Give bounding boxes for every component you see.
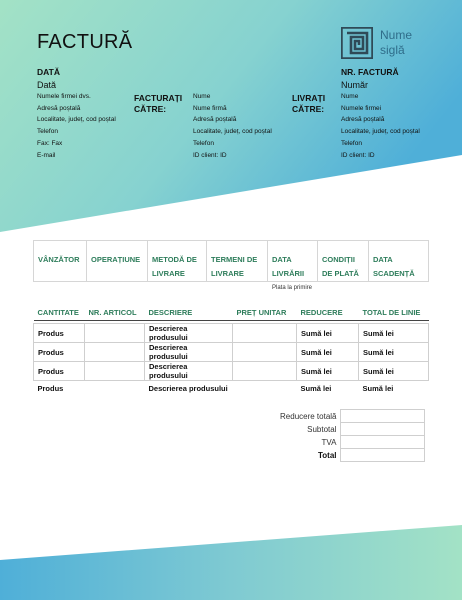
logo-text [380, 28, 440, 58]
desc-cell: Descrierea produsului [148, 383, 228, 393]
item-cell [85, 381, 145, 396]
terms-header-cell: TERMENI DE LIVRARE [207, 241, 268, 282]
bill-to-label [134, 93, 182, 115]
unit-price-cell [233, 343, 297, 362]
seller-line: Fax: Fax [37, 139, 63, 147]
items-header-cell: NR. ARTICOL [85, 305, 145, 321]
bill-to-info [193, 91, 272, 161]
ship-to-line: Adresă poștală [341, 116, 385, 124]
totals-table [200, 409, 425, 462]
terms-header-cell: METODĂ DE LIVRARE [148, 241, 207, 282]
items-header-cell: DESCRIERE [145, 305, 233, 321]
vat-value [340, 436, 424, 449]
seller-line: Adresă poștală [37, 104, 81, 112]
item-cell [85, 343, 145, 362]
bill-to-line: Localitate, județ, cod poștal [193, 128, 272, 136]
line-total-cell: Sumă lei [362, 383, 394, 393]
bill-to-label-line: FACTURAȚI [134, 93, 183, 103]
terms-header-cell: OPERAȚIUNE [87, 241, 148, 282]
date-label: DATĂ [37, 67, 60, 77]
item-cell [85, 362, 145, 381]
seller-line: Localitate, județ, cod poștal [37, 116, 116, 124]
bill-to-label-line: CĂTRE: [134, 104, 167, 114]
terms-header-row [34, 241, 429, 282]
qty-cell: Produs [34, 343, 85, 362]
bill-to-line: Nume firmă [193, 104, 227, 112]
line-total-cell: Sumă lei [359, 343, 429, 362]
ship-to-line: Nume [341, 93, 359, 100]
table-row [34, 324, 429, 343]
seller-line: Telefon [37, 128, 58, 136]
total-value [340, 449, 424, 462]
logo-icon [341, 27, 373, 59]
bill-to-line: Nume [193, 93, 211, 100]
total-discount-value [340, 410, 424, 423]
items-header-cell: PREȚ UNITAR [233, 305, 297, 321]
invoice-number-label: NR. FACTURĂ [341, 67, 399, 77]
invoice-title: FACTURĂ [37, 31, 133, 53]
totals-row [200, 449, 424, 462]
ship-to-label [292, 93, 325, 115]
ship-to-line: ID client: ID [341, 151, 375, 159]
qty-cell: Produs [37, 383, 64, 393]
bill-to-line: Telefon [193, 139, 214, 147]
ship-to-label-line: LIVRAȚI [292, 93, 326, 103]
total-discount-label: Reducere totală [280, 411, 337, 421]
logo-line-2: siglă [380, 43, 405, 57]
items-header-cell: TOTAL DE LINIE [359, 305, 429, 321]
qty-cell: Produs [34, 362, 85, 381]
unit-price-cell [233, 362, 297, 381]
bill-to-line: Adresă poștală [193, 116, 237, 124]
unit-price-cell [233, 324, 297, 343]
item-cell [85, 324, 145, 343]
desc-cell: Descrierea produsului [145, 324, 233, 343]
terms-header-cell: VÂNZĂTOR [34, 241, 87, 282]
line-total-cell: Sumă lei [359, 324, 429, 343]
discount-cell: Sumă lei [297, 343, 359, 362]
ship-to-line: Localitate, județ, cod poștal [341, 128, 420, 136]
terms-header-cell: DATA LIVRĂRII [268, 241, 318, 282]
unit-price-cell [233, 381, 297, 396]
subtotal-label: Subtotal [307, 424, 337, 434]
logo-line-1: Nume [380, 28, 413, 42]
bill-to-line: ID client: ID [193, 151, 227, 159]
payment-note: Plata la primire [272, 285, 313, 291]
seller-info [37, 91, 116, 161]
table-row [34, 381, 429, 396]
items-header-cell: CANTITATE [34, 305, 85, 321]
desc-cell: Descrierea produsului [145, 362, 233, 381]
ship-to-line: Telefon [341, 139, 362, 147]
subtotal-value [340, 423, 424, 436]
items-table [33, 305, 429, 396]
discount-cell: Sumă lei [297, 362, 359, 381]
items-header-cell: REDUCERE [297, 305, 359, 321]
table-row [34, 362, 429, 381]
seller-line: E-mail [37, 151, 56, 159]
totals-row [200, 436, 424, 449]
discount-cell: Sumă lei [300, 383, 332, 393]
invoice-number-value: Număr [341, 80, 369, 90]
discount-cell: Sumă lei [297, 324, 359, 343]
desc-cell: Descrierea produsului [145, 343, 233, 362]
totals-row [200, 410, 424, 423]
ship-to-info [341, 91, 420, 161]
date-value: Dată [37, 80, 57, 90]
items-header-row [34, 305, 429, 321]
table-row [34, 343, 429, 362]
totals-row [200, 423, 424, 436]
line-total-cell: Sumă lei [359, 362, 429, 381]
ship-to-label-line: CĂTRE: [292, 104, 325, 114]
terms-header-cell: DATA SCADENȚĂ [369, 241, 429, 282]
vat-label: TVA [321, 437, 337, 447]
terms-header-cell: CONDIȚII DE PLATĂ [318, 241, 369, 282]
terms-table [33, 240, 429, 282]
qty-cell: Produs [34, 324, 85, 343]
seller-line: Numele firmei dvs. [37, 93, 91, 100]
ship-to-line: Numele firmei [341, 104, 382, 112]
total-label: Total [317, 450, 337, 460]
